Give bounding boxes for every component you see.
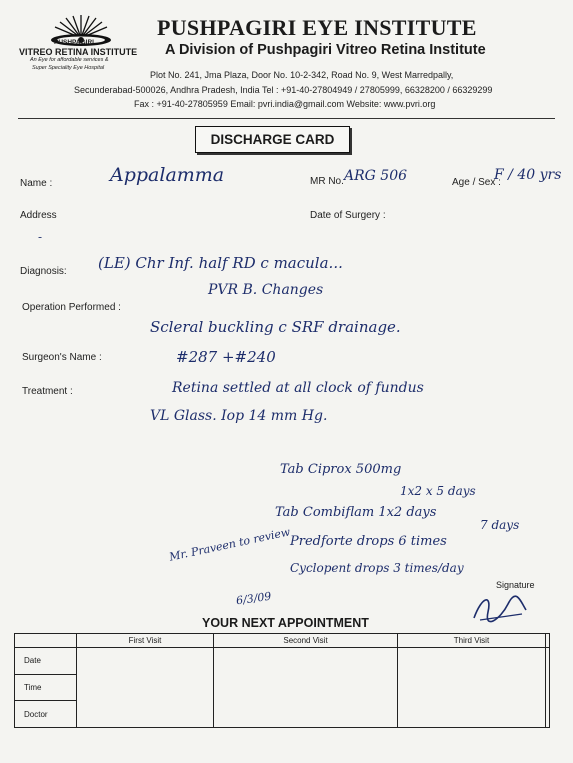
diagnosis-label: Diagnosis: bbox=[20, 266, 67, 277]
operation-performed-label: Operation Performed : bbox=[22, 302, 121, 313]
mrno-label: MR No. bbox=[310, 176, 344, 187]
surgeon-value: #287 +#240 bbox=[176, 348, 276, 366]
rx-line-1: Tab Ciprox 500mg bbox=[280, 462, 402, 477]
third-visit-cell bbox=[398, 648, 546, 728]
address-value: - bbox=[38, 230, 43, 244]
discharge-card-title: DISCHARGE CARD bbox=[195, 126, 350, 153]
next-appointment-title: YOUR NEXT APPOINTMENT bbox=[202, 616, 369, 630]
treatment-line-1: Retina settled at all clock of fundus bbox=[172, 380, 424, 396]
name-label: Name : bbox=[20, 178, 53, 189]
operation-value: Scleral buckling c SRF drainage. bbox=[150, 318, 401, 336]
surgeon-name-label: Surgeon's Name : bbox=[22, 352, 102, 363]
division-subtitle: A Division of Pushpagiri Vitreo Retina Institute bbox=[165, 42, 486, 58]
mrno-value: ARG 506 bbox=[344, 168, 408, 184]
appointment-table bbox=[14, 633, 550, 728]
first-visit-cell bbox=[77, 648, 214, 728]
review-note: Mr. Praveen to review bbox=[167, 525, 292, 564]
date-row-label: Date bbox=[15, 648, 77, 675]
address-line-2: Secunderabad-500026, Andhra Pradesh, India Tel : +91-40-27804949 / 27805999, 66328200 / 66329299 bbox=[74, 85, 493, 95]
rx-line-2b: 7 days bbox=[480, 518, 520, 532]
age-sex-value: F / 40 yrs bbox=[494, 167, 562, 183]
diagnosis-line-1: (LE) Chr Inf. half RD c macula... bbox=[98, 254, 343, 272]
doctor-signature bbox=[470, 590, 530, 626]
first-visit-header: First Visit bbox=[77, 634, 214, 648]
rx-line-2: Tab Combiflam 1x2 days bbox=[275, 505, 437, 520]
logo-text-top: PUSHPAGIRI bbox=[54, 39, 94, 46]
third-visit-header: Third Visit bbox=[398, 634, 546, 648]
address-line-3: Fax : +91-40-27805959 Email: pvri.india@gmail.com Website: www.pvri.org bbox=[134, 99, 436, 109]
extra-visit-cell bbox=[545, 648, 549, 728]
logo-tagline: An Eye for affordable services & bbox=[30, 57, 109, 63]
second-visit-cell bbox=[214, 648, 398, 728]
age-sex-label: Age / Sex : bbox=[452, 177, 501, 188]
rx-line-1b: 1x2 x 5 days bbox=[400, 484, 476, 498]
header-divider bbox=[18, 118, 555, 119]
date-of-surgery-label: Date of Surgery : bbox=[310, 210, 386, 221]
address-line-1: Plot No. 241, Jma Plaza, Door No. 10-2-342, Road No. 9, West Marredpally, bbox=[150, 70, 454, 80]
signature-label: Signature bbox=[496, 580, 535, 590]
logo-text-main: VITREO RETINA INSTITUTE bbox=[19, 47, 138, 57]
treatment-label: Treatment : bbox=[22, 386, 73, 397]
rx-line-4: Cyclopent drops 3 times/day bbox=[290, 561, 464, 575]
prescription-date: 6/3/09 bbox=[235, 589, 273, 608]
address-label: Address bbox=[20, 210, 57, 221]
institute-name: PUSHPAGIRI EYE INSTITUTE bbox=[157, 15, 477, 40]
treatment-line-2: VL Glass. Iop 14 mm Hg. bbox=[150, 408, 328, 424]
second-visit-header: Second Visit bbox=[214, 634, 398, 648]
appointment-header-row bbox=[15, 634, 550, 648]
patient-name: Appalamma bbox=[110, 164, 225, 186]
logo-tagline-2: Super Speciality Eye Hospital bbox=[32, 65, 105, 71]
corner-cell bbox=[15, 634, 77, 648]
doctor-row-label: Doctor bbox=[15, 701, 77, 728]
rx-line-3: Predforte drops 6 times bbox=[290, 534, 447, 549]
table-row bbox=[15, 648, 550, 675]
time-row-label: Time bbox=[15, 674, 77, 701]
extra-visit-header bbox=[545, 634, 549, 648]
diagnosis-line-2: PVR B. Changes bbox=[208, 282, 324, 298]
